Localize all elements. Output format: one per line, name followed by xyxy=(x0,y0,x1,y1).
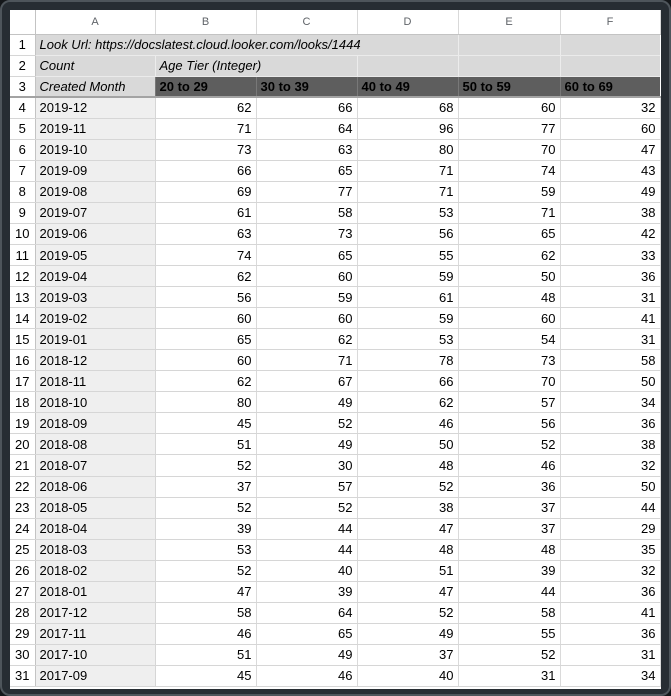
value-cell[interactable]: 50 xyxy=(458,266,560,287)
month-cell[interactable]: 2018-01 xyxy=(35,581,155,602)
row-number[interactable]: 25 xyxy=(10,539,35,560)
table-row xyxy=(10,497,660,518)
value-cell[interactable]: 48 xyxy=(357,455,458,476)
table-row xyxy=(10,266,660,287)
value-cell[interactable]: 45 xyxy=(155,413,256,434)
row-number[interactable]: 13 xyxy=(10,287,35,308)
value-cell[interactable]: 36 xyxy=(560,266,660,287)
column-header-f[interactable]: F xyxy=(560,10,660,34)
value-cell[interactable]: 34 xyxy=(560,392,660,413)
month-cell[interactable]: 2017-11 xyxy=(35,623,155,644)
value-cell[interactable]: 46 xyxy=(357,413,458,434)
value-cell[interactable]: 39 xyxy=(155,518,256,539)
value-cell[interactable]: 66 xyxy=(357,371,458,392)
value-cell[interactable]: 36 xyxy=(560,413,660,434)
column-header-row xyxy=(10,10,660,34)
value-cell[interactable]: 60 xyxy=(155,308,256,329)
table-row xyxy=(10,118,660,139)
value-cell[interactable]: 73 xyxy=(155,139,256,160)
table-row xyxy=(10,202,660,223)
month-cell[interactable]: 2018-02 xyxy=(35,560,155,581)
value-cell[interactable]: 35 xyxy=(560,539,660,560)
look-url-cell[interactable]: Look Url: https://docslatest.cloud.looker.com/looks/1444 xyxy=(35,34,458,55)
month-cell[interactable]: 2019-07 xyxy=(35,202,155,223)
value-cell[interactable]: 38 xyxy=(560,202,660,223)
value-cell[interactable]: 71 xyxy=(458,202,560,223)
value-cell[interactable]: 49 xyxy=(256,434,357,455)
month-cell[interactable]: 2018-11 xyxy=(35,371,155,392)
value-cell[interactable]: 49 xyxy=(256,392,357,413)
value-cell[interactable]: 52 xyxy=(155,497,256,518)
value-cell[interactable]: 62 xyxy=(357,392,458,413)
value-cell[interactable]: 44 xyxy=(560,497,660,518)
value-cell[interactable]: 71 xyxy=(357,181,458,202)
value-cell[interactable]: 52 xyxy=(256,413,357,434)
value-cell[interactable]: 60 xyxy=(256,266,357,287)
row-number[interactable]: 18 xyxy=(10,392,35,413)
month-cell[interactable]: 2018-06 xyxy=(35,476,155,497)
value-cell[interactable]: 41 xyxy=(560,602,660,623)
value-cell[interactable]: 50 xyxy=(560,476,660,497)
value-cell[interactable]: 65 xyxy=(155,329,256,350)
table-row xyxy=(10,287,660,308)
table-row xyxy=(10,371,660,392)
value-cell[interactable]: 52 xyxy=(155,560,256,581)
value-cell[interactable]: 71 xyxy=(256,350,357,371)
empty-cell[interactable] xyxy=(560,34,660,55)
row-number[interactable]: 27 xyxy=(10,581,35,602)
month-cell[interactable]: 2018-08 xyxy=(35,434,155,455)
value-cell[interactable]: 65 xyxy=(256,623,357,644)
month-cell[interactable]: 2019-09 xyxy=(35,160,155,181)
row-number[interactable]: 2 xyxy=(10,55,35,76)
value-cell[interactable]: 43 xyxy=(560,160,660,181)
row-number[interactable]: 10 xyxy=(10,223,35,244)
value-cell[interactable]: 34 xyxy=(560,665,660,686)
row-number[interactable]: 16 xyxy=(10,350,35,371)
value-cell[interactable]: 36 xyxy=(560,581,660,602)
column-header-e[interactable]: E xyxy=(458,10,560,34)
value-cell[interactable]: 62 xyxy=(155,97,256,118)
value-cell[interactable]: 31 xyxy=(458,665,560,686)
table-row xyxy=(10,350,660,371)
month-cell[interactable]: 2018-10 xyxy=(35,392,155,413)
value-cell[interactable]: 56 xyxy=(155,287,256,308)
row-number[interactable]: 4 xyxy=(10,97,35,118)
value-cell[interactable]: 55 xyxy=(458,623,560,644)
row-number[interactable]: 3 xyxy=(10,76,35,97)
month-cell[interactable]: 2019-04 xyxy=(35,266,155,287)
value-cell[interactable]: 60 xyxy=(256,308,357,329)
row-number[interactable]: 5 xyxy=(10,118,35,139)
empty-cell[interactable] xyxy=(458,34,560,55)
value-cell[interactable]: 33 xyxy=(560,245,660,266)
row-number[interactable]: 11 xyxy=(10,245,35,266)
value-cell[interactable]: 40 xyxy=(256,560,357,581)
value-cell[interactable]: 44 xyxy=(458,581,560,602)
value-cell[interactable]: 71 xyxy=(155,118,256,139)
row-number[interactable]: 21 xyxy=(10,455,35,476)
value-cell[interactable]: 62 xyxy=(458,245,560,266)
value-cell[interactable]: 63 xyxy=(256,139,357,160)
value-cell[interactable]: 39 xyxy=(458,560,560,581)
value-cell[interactable]: 46 xyxy=(155,623,256,644)
value-cell[interactable]: 65 xyxy=(458,223,560,244)
value-cell[interactable]: 60 xyxy=(560,118,660,139)
value-cell[interactable]: 58 xyxy=(256,202,357,223)
table-row xyxy=(10,476,660,497)
row-number[interactable]: 20 xyxy=(10,434,35,455)
value-cell[interactable]: 48 xyxy=(458,539,560,560)
value-cell[interactable]: 62 xyxy=(155,371,256,392)
value-cell[interactable]: 52 xyxy=(256,497,357,518)
table-row xyxy=(10,602,660,623)
table-row xyxy=(10,392,660,413)
value-cell[interactable]: 51 xyxy=(155,644,256,665)
row-number[interactable]: 28 xyxy=(10,602,35,623)
row-number[interactable]: 1 xyxy=(10,34,35,55)
table-row xyxy=(10,308,660,329)
month-cell[interactable]: 2017-09 xyxy=(35,665,155,686)
table-row xyxy=(10,245,660,266)
row-number[interactable]: 12 xyxy=(10,266,35,287)
value-cell[interactable]: 31 xyxy=(560,287,660,308)
row-number[interactable]: 22 xyxy=(10,476,35,497)
value-cell[interactable]: 80 xyxy=(357,139,458,160)
row-number[interactable]: 29 xyxy=(10,623,35,644)
value-cell[interactable]: 62 xyxy=(155,266,256,287)
month-cell[interactable]: 2018-07 xyxy=(35,455,155,476)
value-cell[interactable]: 61 xyxy=(155,202,256,223)
table-row xyxy=(10,413,660,434)
table-row xyxy=(10,434,660,455)
value-cell[interactable]: 42 xyxy=(560,223,660,244)
value-cell[interactable]: 61 xyxy=(357,287,458,308)
value-cell[interactable]: 71 xyxy=(357,160,458,181)
value-cell[interactable]: 53 xyxy=(357,329,458,350)
table-row xyxy=(10,518,660,539)
spreadsheet-grid xyxy=(10,10,661,687)
value-cell[interactable]: 55 xyxy=(357,245,458,266)
value-cell[interactable]: 52 xyxy=(458,434,560,455)
value-cell[interactable]: 49 xyxy=(357,623,458,644)
value-cell[interactable]: 38 xyxy=(560,434,660,455)
column-header-b[interactable]: B xyxy=(155,10,256,34)
tier-header-cell[interactable]: 20 to 29 xyxy=(155,76,256,97)
month-cell[interactable]: 2018-09 xyxy=(35,413,155,434)
month-cell[interactable]: 2019-10 xyxy=(35,139,155,160)
month-cell[interactable]: 2019-02 xyxy=(35,308,155,329)
empty-cell[interactable] xyxy=(357,55,458,76)
month-cell[interactable]: 2019-03 xyxy=(35,287,155,308)
value-cell[interactable]: 59 xyxy=(256,287,357,308)
row-number[interactable]: 17 xyxy=(10,371,35,392)
month-cell[interactable]: 2019-08 xyxy=(35,181,155,202)
value-cell[interactable]: 37 xyxy=(458,518,560,539)
value-cell[interactable]: 59 xyxy=(357,266,458,287)
table-row xyxy=(10,223,660,244)
value-cell[interactable]: 48 xyxy=(458,287,560,308)
value-cell[interactable]: 32 xyxy=(560,455,660,476)
count-label-cell[interactable]: Count xyxy=(35,55,155,76)
value-cell[interactable]: 47 xyxy=(560,139,660,160)
value-cell[interactable]: 32 xyxy=(560,97,660,118)
value-cell[interactable]: 30 xyxy=(256,455,357,476)
value-cell[interactable]: 37 xyxy=(155,476,256,497)
spreadsheet xyxy=(10,10,661,689)
created-month-label-cell[interactable]: Created Month xyxy=(35,76,155,97)
column-header-d[interactable]: D xyxy=(357,10,458,34)
month-cell[interactable]: 2017-12 xyxy=(35,602,155,623)
row-number[interactable]: 6 xyxy=(10,139,35,160)
value-cell[interactable]: 60 xyxy=(458,97,560,118)
value-cell[interactable]: 68 xyxy=(357,97,458,118)
column-header-c[interactable]: C xyxy=(256,10,357,34)
value-cell[interactable]: 59 xyxy=(458,181,560,202)
value-cell[interactable]: 62 xyxy=(256,329,357,350)
value-cell[interactable]: 46 xyxy=(256,665,357,686)
value-cell[interactable]: 60 xyxy=(458,308,560,329)
value-cell[interactable]: 40 xyxy=(357,665,458,686)
value-cell[interactable]: 70 xyxy=(458,139,560,160)
value-cell[interactable]: 36 xyxy=(458,476,560,497)
value-cell[interactable]: 47 xyxy=(357,581,458,602)
tier-header-cell[interactable]: 50 to 59 xyxy=(458,76,560,97)
value-cell[interactable]: 53 xyxy=(357,202,458,223)
month-cell[interactable]: 2018-05 xyxy=(35,497,155,518)
row-number[interactable]: 7 xyxy=(10,160,35,181)
value-cell[interactable]: 64 xyxy=(256,602,357,623)
tier-header-cell[interactable]: 40 to 49 xyxy=(357,76,458,97)
value-cell[interactable]: 74 xyxy=(155,245,256,266)
column-header-a[interactable]: A xyxy=(35,10,155,34)
value-cell[interactable]: 45 xyxy=(155,665,256,686)
value-cell[interactable]: 46 xyxy=(458,455,560,476)
value-cell[interactable]: 39 xyxy=(256,581,357,602)
month-cell[interactable]: 2018-04 xyxy=(35,518,155,539)
month-cell[interactable]: 2018-12 xyxy=(35,350,155,371)
value-cell[interactable]: 57 xyxy=(458,392,560,413)
value-cell[interactable]: 74 xyxy=(458,160,560,181)
value-cell[interactable]: 77 xyxy=(458,118,560,139)
data-rows xyxy=(10,97,660,686)
value-cell[interactable]: 52 xyxy=(155,455,256,476)
month-cell[interactable]: 2019-11 xyxy=(35,118,155,139)
value-cell[interactable]: 44 xyxy=(256,539,357,560)
month-cell[interactable]: 2019-12 xyxy=(35,97,155,118)
value-cell[interactable]: 56 xyxy=(458,413,560,434)
value-cell[interactable]: 51 xyxy=(155,434,256,455)
row-number[interactable]: 23 xyxy=(10,497,35,518)
age-tier-label-cell[interactable]: Age Tier (Integer) xyxy=(155,55,357,76)
value-cell[interactable]: 67 xyxy=(256,371,357,392)
value-cell[interactable]: 52 xyxy=(357,602,458,623)
value-cell[interactable]: 52 xyxy=(357,476,458,497)
value-cell[interactable]: 49 xyxy=(560,181,660,202)
row-number[interactable]: 9 xyxy=(10,202,35,223)
table-row xyxy=(10,139,660,160)
value-cell[interactable]: 96 xyxy=(357,118,458,139)
table-row xyxy=(10,560,660,581)
month-cell[interactable]: 2018-03 xyxy=(35,539,155,560)
value-cell[interactable]: 58 xyxy=(155,602,256,623)
empty-cell[interactable] xyxy=(458,55,560,76)
row-number[interactable]: 15 xyxy=(10,329,35,350)
month-cell[interactable]: 2019-01 xyxy=(35,329,155,350)
table-row xyxy=(10,455,660,476)
value-cell[interactable]: 53 xyxy=(155,539,256,560)
table-row xyxy=(10,644,660,665)
row-number[interactable]: 26 xyxy=(10,560,35,581)
table-row xyxy=(10,623,660,644)
row-number[interactable]: 14 xyxy=(10,308,35,329)
value-cell[interactable]: 73 xyxy=(256,223,357,244)
value-cell[interactable]: 66 xyxy=(155,160,256,181)
value-cell[interactable]: 64 xyxy=(256,118,357,139)
value-cell[interactable]: 65 xyxy=(256,245,357,266)
table-row xyxy=(10,665,660,686)
tier-header-cell[interactable]: 30 to 39 xyxy=(256,76,357,97)
value-cell[interactable]: 57 xyxy=(256,476,357,497)
value-cell[interactable]: 63 xyxy=(155,223,256,244)
table-row xyxy=(10,160,660,181)
value-cell[interactable]: 70 xyxy=(458,371,560,392)
tier-header-row xyxy=(10,76,660,97)
month-cell[interactable]: 2017-10 xyxy=(35,644,155,665)
value-cell[interactable]: 78 xyxy=(357,350,458,371)
month-cell[interactable]: 2019-05 xyxy=(35,245,155,266)
value-cell[interactable]: 49 xyxy=(256,644,357,665)
row-number[interactable]: 24 xyxy=(10,518,35,539)
value-cell[interactable]: 29 xyxy=(560,518,660,539)
value-cell[interactable]: 50 xyxy=(357,434,458,455)
value-cell[interactable]: 51 xyxy=(357,560,458,581)
value-cell[interactable]: 36 xyxy=(560,623,660,644)
select-all-corner[interactable] xyxy=(10,10,35,34)
value-cell[interactable]: 59 xyxy=(357,308,458,329)
value-cell[interactable]: 47 xyxy=(155,581,256,602)
table-row xyxy=(10,539,660,560)
tier-header-cell[interactable]: 60 to 69 xyxy=(560,76,660,97)
row-number[interactable]: 8 xyxy=(10,181,35,202)
value-cell[interactable]: 50 xyxy=(560,371,660,392)
value-cell[interactable]: 58 xyxy=(560,350,660,371)
look-url-row xyxy=(10,34,660,55)
month-cell[interactable]: 2019-06 xyxy=(35,223,155,244)
count-age-tier-row xyxy=(10,55,660,76)
value-cell[interactable]: 47 xyxy=(357,518,458,539)
value-cell[interactable]: 80 xyxy=(155,392,256,413)
value-cell[interactable]: 44 xyxy=(256,518,357,539)
value-cell[interactable]: 48 xyxy=(357,539,458,560)
table-row xyxy=(10,181,660,202)
table-row xyxy=(10,97,660,118)
value-cell[interactable]: 31 xyxy=(560,329,660,350)
table-row xyxy=(10,329,660,350)
value-cell[interactable]: 54 xyxy=(458,329,560,350)
value-cell[interactable]: 56 xyxy=(357,223,458,244)
value-cell[interactable]: 38 xyxy=(357,497,458,518)
value-cell[interactable]: 58 xyxy=(458,602,560,623)
value-cell[interactable]: 52 xyxy=(458,644,560,665)
value-cell[interactable]: 60 xyxy=(155,350,256,371)
value-cell[interactable]: 37 xyxy=(357,644,458,665)
value-cell[interactable]: 65 xyxy=(256,160,357,181)
value-cell[interactable]: 69 xyxy=(155,181,256,202)
value-cell[interactable]: 66 xyxy=(256,97,357,118)
table-row xyxy=(10,581,660,602)
row-number[interactable]: 19 xyxy=(10,413,35,434)
value-cell[interactable]: 32 xyxy=(560,560,660,581)
empty-cell[interactable] xyxy=(560,55,660,76)
value-cell[interactable]: 41 xyxy=(560,308,660,329)
value-cell[interactable]: 37 xyxy=(458,497,560,518)
value-cell[interactable]: 73 xyxy=(458,350,560,371)
value-cell[interactable]: 31 xyxy=(560,644,660,665)
value-cell[interactable]: 77 xyxy=(256,181,357,202)
row-number[interactable]: 30 xyxy=(10,644,35,665)
row-number[interactable]: 31 xyxy=(10,665,35,686)
